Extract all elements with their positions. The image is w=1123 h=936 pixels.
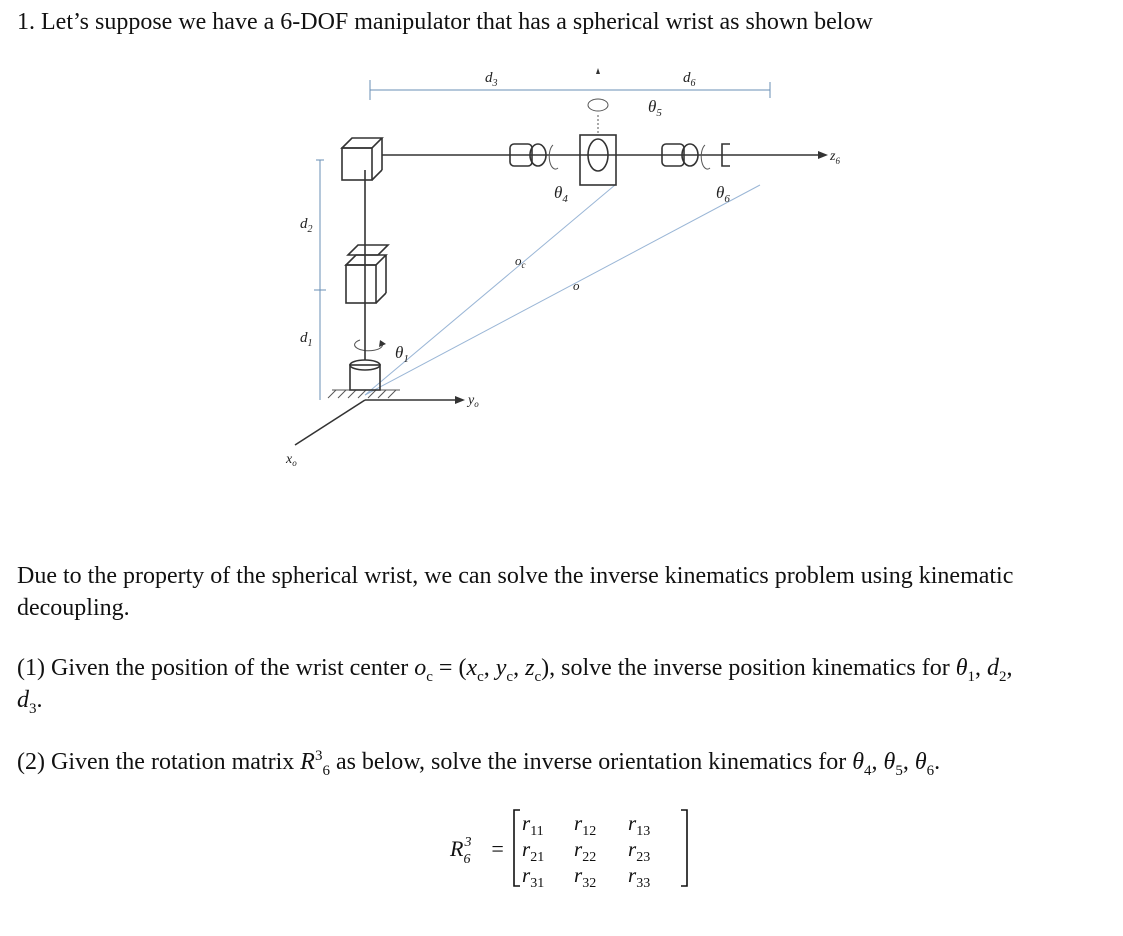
matrix-entry: $r_{12}$ <box>574 811 597 839</box>
matrix-entry: $r_{33}$ <box>628 863 651 890</box>
label-theta1: $\theta_1$ <box>395 343 409 365</box>
label-oc: $o_c$ <box>515 253 526 270</box>
matrix-entry: $r_{23}$ <box>628 837 651 865</box>
joint-6 <box>662 144 730 169</box>
label-theta6: $\theta_6$ <box>716 183 730 205</box>
label-xo: $x_o$ <box>286 452 297 468</box>
label-d6: $d_6$ <box>683 70 696 89</box>
dimension-lines <box>314 80 770 400</box>
matrix-entry: $r_{13}$ <box>628 811 651 839</box>
joint-1 <box>350 340 386 390</box>
matrix-entry: $r_{32}$ <box>574 863 597 890</box>
label-d1: $d_1$ <box>300 330 313 349</box>
matrix-entry: $r_{31}$ <box>522 863 545 890</box>
question-title: 1. Let’s suppose we have a 6-DOF manipulator that has a spherical wrist as shown below <box>17 9 873 35</box>
matrix-entry: $r_{21}$ <box>522 837 545 865</box>
matrix-cells <box>522 811 650 890</box>
matrix-right-bracket <box>681 810 687 886</box>
label-yo: $y_o$ <box>468 393 479 409</box>
joint-4 <box>510 144 558 169</box>
part-2-question: (2) Given the rotation matrix $R^3_6$ as below, solve the inverse orientation kinematics for $\theta_4$, $\theta_5$, $\theta_6$. <box>17 748 941 779</box>
joint-2-prismatic <box>346 245 388 303</box>
matrix-entry: $r_{11}$ <box>522 811 544 839</box>
label-o: o <box>573 278 580 293</box>
label-theta5: $\theta_5$ <box>648 97 662 119</box>
label-d2: $d_2$ <box>300 216 313 235</box>
part-1-question: (1) Given the position of the wrist center $o_c = (x_c$, $y_c$, $z_c$), solve the inverse position kinematics for $\theta_1$, $d_2$, $d_3$. <box>17 655 1013 717</box>
label-theta4: $\theta_4$ <box>554 183 568 205</box>
rotation-matrix <box>448 806 708 890</box>
matrix-entry: $r_{22}$ <box>574 837 597 865</box>
label-d3: $d_3$ <box>485 70 498 89</box>
matrix-lhs: $R^3$ 6 <box>450 835 472 867</box>
joint-3-prismatic <box>342 138 382 180</box>
label-z6: $z_6$ <box>830 149 840 166</box>
joint-5 <box>580 68 616 185</box>
manipulator-figure <box>270 60 870 480</box>
position-rays <box>365 185 760 395</box>
z6-axis <box>740 151 828 159</box>
intro-paragraph: Due to the property of the spherical wrist, we can solve the inverse kinematics problem using kinematic decoupling. <box>17 563 1014 621</box>
matrix-left-bracket <box>514 810 520 886</box>
matrix-equals: = <box>490 836 505 861</box>
